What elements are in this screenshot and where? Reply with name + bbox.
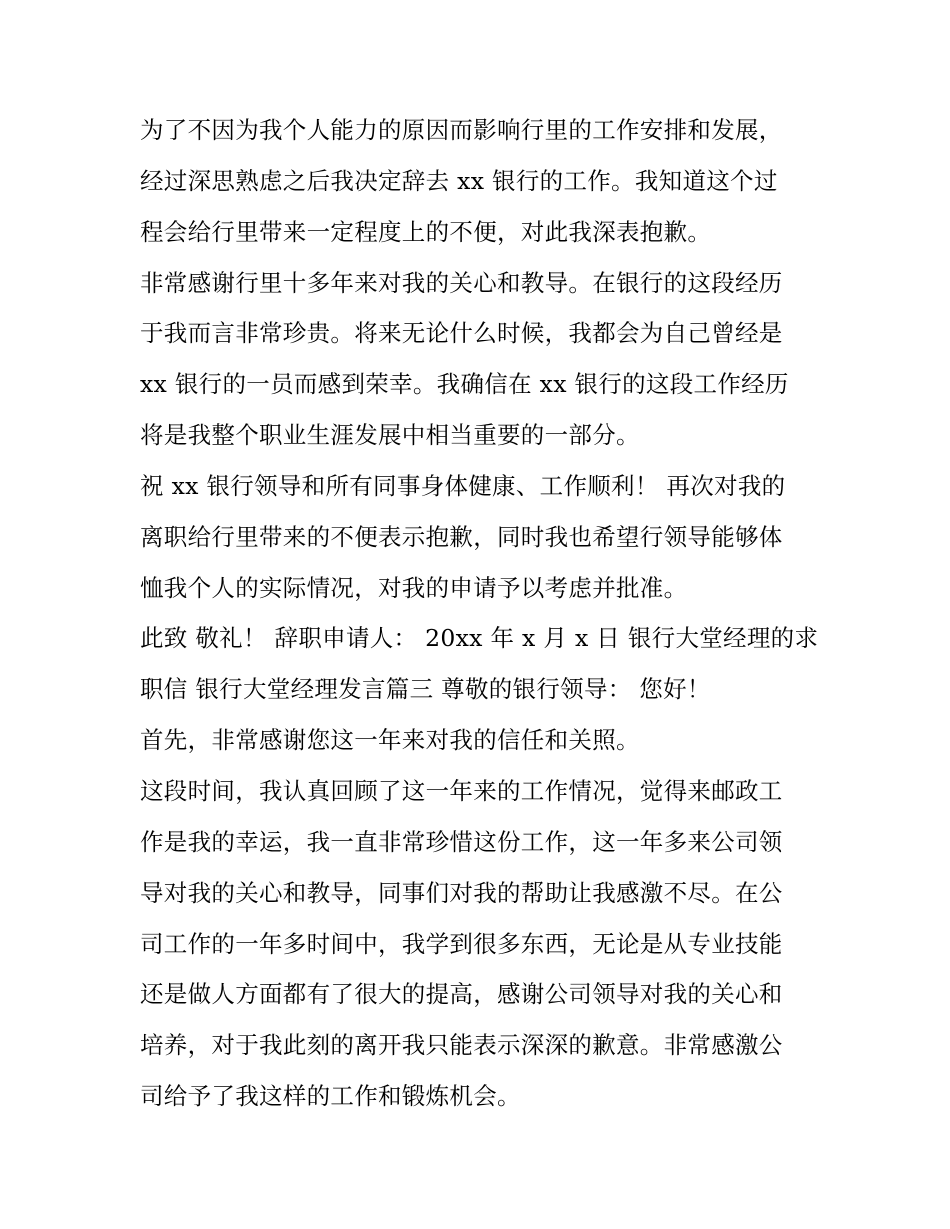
text-line: 还是做人方面都有了很大的提高，感谢公司领导对我的关心和 bbox=[140, 980, 783, 1009]
text-line: 司给予了我这样的工作和锻炼机会。 bbox=[140, 1082, 521, 1111]
text-line: 这段时间，我认真回顾了这一年来的工作情况，觉得来邮政工 bbox=[140, 776, 783, 805]
text-line: 程会给行里带来一定程度上的不便，对此我深表抱歉。 bbox=[140, 217, 712, 246]
text-line: 司工作的一年多时间中，我学到很多东西，无论是从专业技能 bbox=[140, 929, 783, 958]
text-line: 于我而言非常珍贵。将来无论什么时候，我都会为自己曾经是 bbox=[140, 319, 783, 348]
text-line: 为了不因为我个人能力的原因而影响行里的工作安排和发展， bbox=[140, 116, 783, 144]
text-line: 离职给行里带来的不便表示抱歉，同时我也希望行领导能够体 bbox=[140, 522, 783, 551]
text-line: 培养，对于我此刻的离开我只能表示深深的歉意。非常感激公 bbox=[140, 1031, 783, 1060]
text-line: 首先，非常感谢您这一年来对我的信任和关照。 bbox=[140, 726, 640, 755]
body-text bbox=[140, 105, 820, 1122]
text-line: 职信 银行大堂经理发言篇三 尊敬的银行领导： 您好！ bbox=[140, 675, 711, 704]
text-line: 恤我个人的实际情况，对我的申请予以考虑并批准。 bbox=[140, 573, 688, 602]
text-line: 此致 敬礼！ 辞职申请人： 20xx 年 x 月 x 日 银行大堂经理的求 bbox=[140, 624, 819, 653]
text-line: 作是我的幸运，我一直非常珍惜这份工作，这一年多来公司领 bbox=[140, 827, 783, 856]
text-line: 导对我的关心和教导，同事们对我的帮助让我感激不尽。在公 bbox=[140, 878, 783, 907]
text-line: xx 银行的一员而感到荣幸。我确信在 xx 银行的这段工作经历 bbox=[140, 370, 789, 399]
text-line: 非常感谢行里十多年来对我的关心和教导。在银行的这段经历 bbox=[140, 268, 783, 297]
text-line: 经过深思熟虑之后我决定辞去 xx 银行的工作。我知道这个过 bbox=[140, 166, 778, 195]
text-line: 祝 xx 银行领导和所有同事身体健康、工作顺利！ 再次对我的 bbox=[140, 471, 786, 500]
text-line: 将是我整个职业生涯发展中相当重要的一部分。 bbox=[140, 421, 640, 450]
